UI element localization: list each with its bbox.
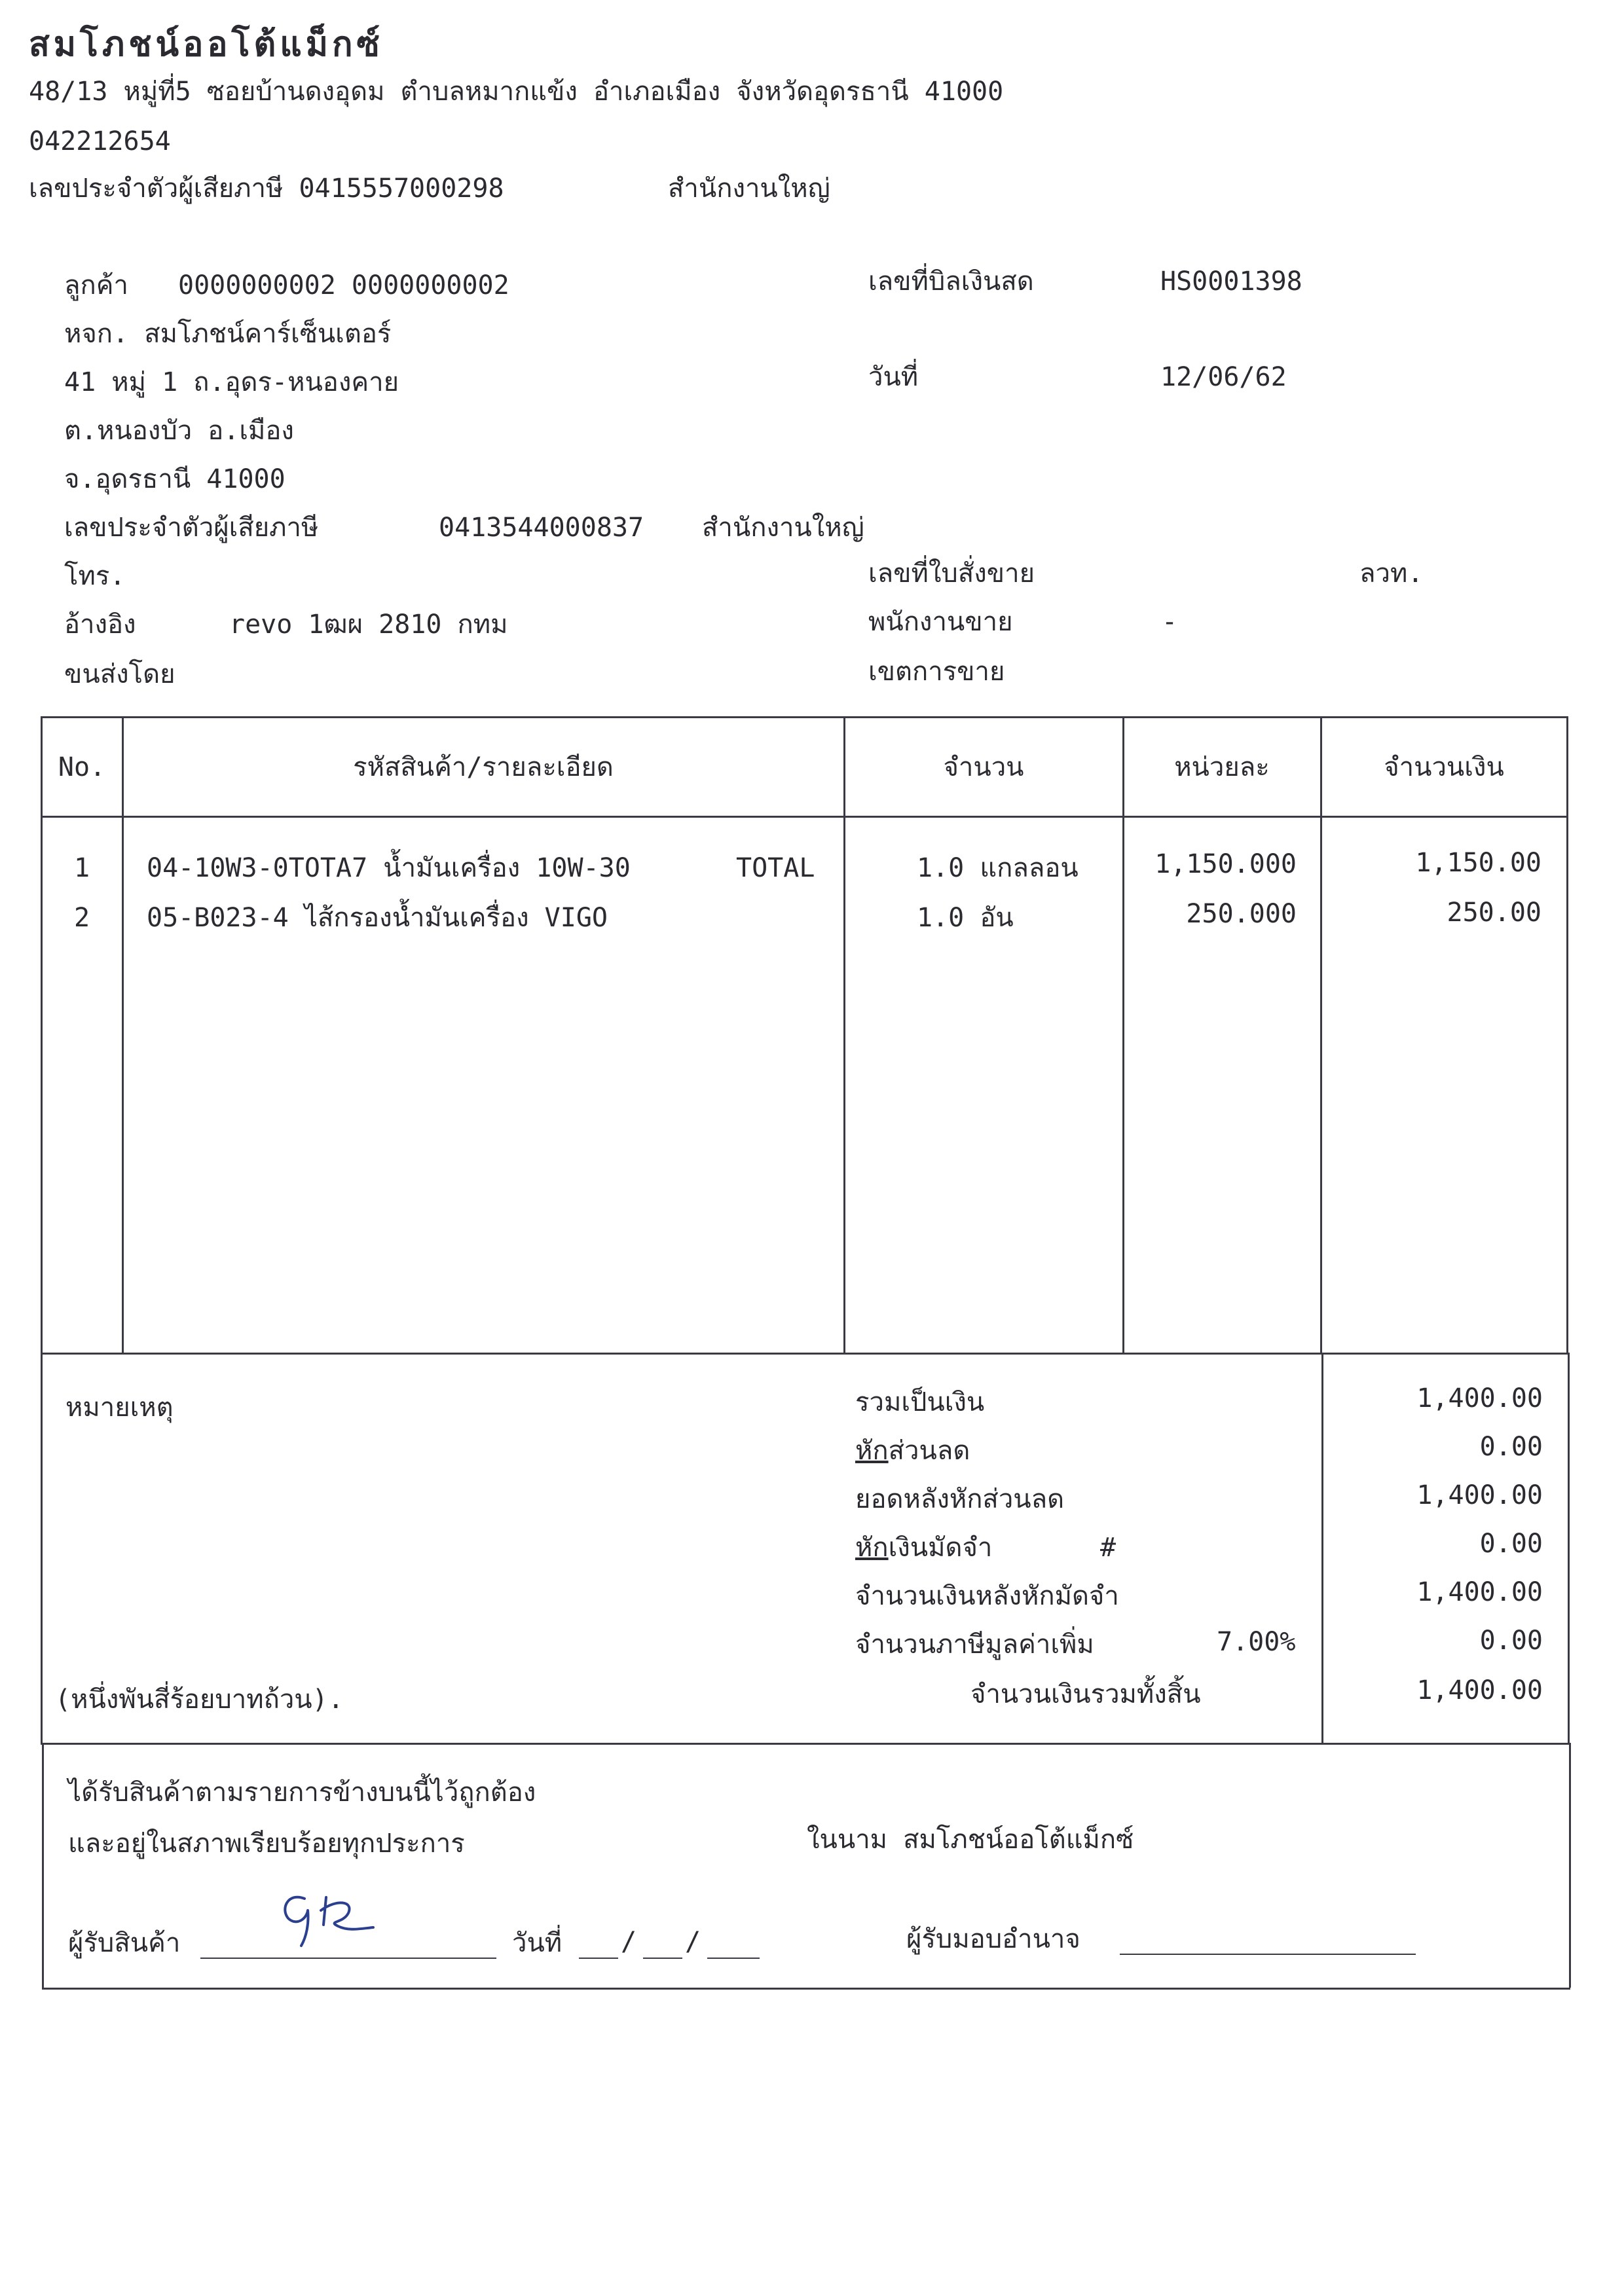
received-statement-line2: และอยู่ในสภาพเรียบร้อยทุกประการ bbox=[68, 1829, 465, 1859]
receiver-signature bbox=[275, 1886, 393, 1951]
date-separator: / bbox=[621, 1927, 637, 1957]
bill-date: 12/06/62 bbox=[1160, 362, 1287, 392]
date-year-line bbox=[707, 1958, 760, 1959]
on-behalf-of: ในนาม สมโภชน์ออโต้แม็กซ์ bbox=[807, 1825, 1134, 1855]
customer-tax-label: เลขประจำตัวผู้เสียภาษี bbox=[64, 513, 319, 543]
header-unit-price: หน่วยละ bbox=[1174, 752, 1270, 782]
signature-box-bottom-border bbox=[42, 1988, 1570, 1990]
summary-bottom-border bbox=[41, 1743, 1569, 1745]
customer-codes: 0000000002 0000000002 bbox=[178, 270, 509, 301]
table-top-border bbox=[41, 716, 1568, 718]
summary-divider bbox=[1321, 1353, 1323, 1743]
customer-tax-id: 0413544000837 bbox=[439, 513, 644, 543]
customer-phone-label: โทร. bbox=[64, 561, 126, 591]
discount-value: 0.00 bbox=[1479, 1432, 1543, 1462]
deposit-text: เงินมัดจำ bbox=[888, 1533, 993, 1563]
company-name: สมโภชน์ออโต้แม็กซ์ bbox=[29, 25, 384, 64]
reference-label: อ้างอิง bbox=[64, 610, 136, 640]
row-unit-price: 1,150.000 bbox=[1154, 849, 1297, 879]
table-bottom-border bbox=[41, 1353, 1568, 1355]
header-no: No. bbox=[58, 752, 106, 782]
header-description: รหัสสินค้า/รายละเอียด bbox=[353, 752, 614, 782]
remark-label: หมายเหตุ bbox=[65, 1393, 174, 1423]
row-quantity: 1.0 อัน bbox=[917, 903, 1014, 933]
date-day-line bbox=[579, 1958, 618, 1959]
column-divider bbox=[1122, 716, 1124, 1353]
date-separator: / bbox=[685, 1927, 701, 1957]
discount-prefix: หัก bbox=[855, 1436, 889, 1466]
row-amount: 1,150.00 bbox=[1415, 848, 1541, 878]
column-divider bbox=[1320, 716, 1322, 1353]
grand-total-value: 1,400.00 bbox=[1416, 1675, 1543, 1705]
vat-rate: 7.00% bbox=[1217, 1627, 1296, 1657]
customer-name: หจก. สมโภชน์คาร์เซ็นเตอร์ bbox=[64, 319, 392, 349]
summary-right-border bbox=[1568, 1353, 1570, 1743]
summary-left-border bbox=[41, 1353, 43, 1743]
bill-number: HS0001398 bbox=[1160, 266, 1302, 297]
date-month-line bbox=[643, 1958, 682, 1959]
header-amount: จำนวนเงิน bbox=[1384, 752, 1504, 782]
customer-address-line1: 41 หมู่ 1 ถ.อุดร-หนองคาย bbox=[64, 367, 399, 397]
sales-order-value: ลวท. bbox=[1359, 558, 1424, 589]
receive-date-label: วันที่ bbox=[512, 1928, 563, 1958]
row-number: 2 bbox=[73, 903, 90, 933]
row-description-extra: TOTAL bbox=[736, 853, 815, 883]
deposit-prefix: หัก bbox=[855, 1533, 889, 1563]
customer-label: ลูกค้า bbox=[64, 270, 128, 301]
row-number: 1 bbox=[73, 853, 90, 883]
row-description: 04-10W3-0TOTA7 น้ำมันเครื่อง 10W-30 bbox=[147, 853, 631, 883]
receiver-signature-line bbox=[200, 1958, 496, 1959]
vat-label: จำนวนภาษีมูลค่าเพิ่ม bbox=[855, 1630, 1094, 1660]
bill-date-label: วันที่ bbox=[868, 362, 919, 392]
header-quantity: จำนวน bbox=[943, 752, 1024, 782]
table-left-border bbox=[41, 716, 43, 1353]
subtotal-value: 1,400.00 bbox=[1416, 1383, 1543, 1413]
column-divider bbox=[843, 716, 845, 1353]
deposit-label bbox=[855, 1532, 992, 1563]
sales-zone-label: เขตการขาย bbox=[868, 657, 1005, 687]
salesperson-value: - bbox=[1162, 607, 1178, 637]
column-divider bbox=[122, 716, 124, 1353]
received-statement-line1: ได้รับสินค้าตามรายการข้างบนนี้ไว้ถูกต้อง bbox=[68, 1777, 536, 1808]
company-address: 48/13 หมู่ที่5 ซอยบ้านดงอุดม ตำบลหมากแข้ง อำเภอเมือง จังหวัดอุดรธานี 41000 bbox=[29, 77, 1004, 107]
subtotal-label: รวมเป็นเงิน bbox=[855, 1387, 985, 1417]
deposit-value: 0.00 bbox=[1479, 1529, 1543, 1559]
company-phone: 042212654 bbox=[29, 126, 171, 156]
signature-box-left-border bbox=[42, 1743, 44, 1988]
after-discount-label: ยอดหลังหักส่วนลด bbox=[855, 1484, 1065, 1514]
shipped-by-label: ขนส่งโดย bbox=[64, 659, 175, 689]
company-tax-id: เลขประจำตัวผู้เสียภาษี 0415557000298 bbox=[29, 173, 504, 204]
table-right-border bbox=[1566, 716, 1568, 1353]
salesperson-label: พนักงานขาย bbox=[868, 607, 1013, 637]
company-branch: สำนักงานใหญ่ bbox=[668, 173, 830, 204]
after-discount-value: 1,400.00 bbox=[1416, 1480, 1543, 1510]
authorized-person-label: ผู้รับมอบอำนาจ bbox=[906, 1924, 1080, 1954]
customer-address-line2: ต.หนองบัว อ.เมือง bbox=[64, 416, 294, 446]
customer-address-line3: จ.อุดรธานี 41000 bbox=[64, 464, 286, 494]
discount-label bbox=[855, 1435, 970, 1467]
receiver-label: ผู้รับสินค้า bbox=[68, 1928, 181, 1958]
grand-total-label: จำนวนเงินรวมทั้งสิ้น bbox=[970, 1679, 1201, 1709]
vat-value: 0.00 bbox=[1479, 1626, 1543, 1656]
row-amount: 250.00 bbox=[1447, 898, 1541, 928]
reference-value: revo 1ฒผ 2810 กทม bbox=[229, 610, 508, 640]
deposit-hash: # bbox=[1100, 1533, 1116, 1563]
row-description: 05-B023-4 ไส้กรองน้ำมันเครื่อง VIGO bbox=[147, 903, 608, 933]
bill-number-label: เลขที่บิลเงินสด bbox=[868, 266, 1034, 297]
signature-box-right-border bbox=[1569, 1743, 1571, 1988]
row-unit-price: 250.000 bbox=[1186, 899, 1297, 929]
row-quantity: 1.0 แกลลอน bbox=[917, 853, 1079, 883]
amount-in-words: (หนึ่งพันสี่ร้อยบาทถ้วน). bbox=[55, 1685, 344, 1715]
customer-branch: สำนักงานใหญ่ bbox=[702, 513, 864, 543]
after-deposit-value: 1,400.00 bbox=[1416, 1577, 1543, 1607]
sales-order-label: เลขที่ใบสั่งขาย bbox=[868, 558, 1035, 589]
after-deposit-label: จำนวนเงินหลังหักมัดจำ bbox=[855, 1581, 1119, 1611]
authorized-signature-line bbox=[1120, 1954, 1416, 1955]
discount-text: ส่วนลด bbox=[888, 1436, 970, 1466]
table-header-divider bbox=[41, 816, 1568, 818]
